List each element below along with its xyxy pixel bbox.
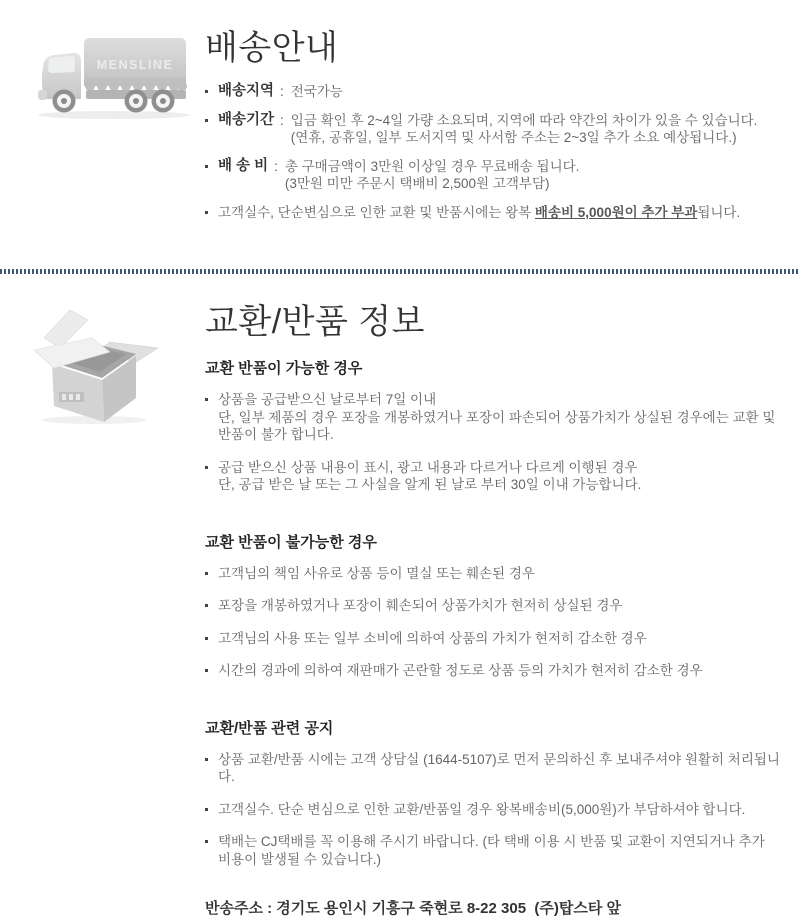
label-colon: : bbox=[280, 113, 284, 128]
notice-emphasis: 배송비 5,000원이 추가 부과 bbox=[534, 205, 698, 220]
label-colon: : bbox=[280, 84, 284, 99]
shipping-item-fee bbox=[205, 158, 790, 192]
bullet-icon bbox=[205, 211, 208, 214]
bullet-icon bbox=[205, 119, 208, 122]
item-text-line: 단, 일부 제품의 경우 포장을 개봉하였거나 포장이 파손되어 상품가치가 상실된 경우에는 교환 및 bbox=[218, 409, 776, 425]
delivery-truck-icon bbox=[34, 32, 194, 120]
shipping-item-notice bbox=[205, 204, 790, 221]
item-text: 포장을 개봉하였거나 포장이 훼손되어 상품가치가 현저히 상실된 경우 bbox=[218, 598, 623, 613]
list-item bbox=[205, 630, 790, 648]
returns-notice-list bbox=[205, 751, 790, 869]
returns-title: 교환/반품 정보 bbox=[205, 303, 425, 341]
return-address: 반송주소 : 경기도 용인시 기흥구 죽현로 8-22 305 (주)탑스타 앞 bbox=[205, 900, 622, 917]
item-text-line: 택배는 CJ택배를 꼭 이용해 주시기 바랍니다. (타 택배 이용 시 반품 및 교환이 지연되거나 추가 bbox=[218, 834, 765, 849]
item-text-line: 공급 받으신 상품 내용이 표시, 광고 내용과 다르거나 다르게 이행된 경우 bbox=[218, 459, 638, 475]
item-text: 고객님의 책임 사유로 상품 등이 멸실 또는 훼손된 경우 bbox=[218, 565, 535, 581]
returns-impossible-heading: 교환 반품이 불가능한 경우 bbox=[205, 533, 377, 551]
item-label: 배송지역 bbox=[218, 83, 275, 99]
returns-notice-heading: 교환/반품 관련 공지 bbox=[205, 719, 334, 737]
list-item bbox=[205, 801, 790, 819]
bullet-icon bbox=[205, 840, 208, 843]
item-text: 고객실수. 단순 변심으로 인한 교환/반품일 경우 왕복배송비(5,000원)가 부담하셔야 합니다. bbox=[218, 801, 746, 817]
returns-icon-column bbox=[0, 302, 205, 431]
shipping-list bbox=[205, 83, 790, 221]
item-text: 전국가능 bbox=[290, 84, 343, 99]
list-item bbox=[205, 459, 790, 494]
item-text-line: 단, 공급 받은 날 또는 그 사실을 알게 된 날로 부터 30일 이내 가능합니다. bbox=[218, 477, 642, 492]
item-text-line: 총 구매금액이 3만원 이상일 경우 무료배송 됩니다. bbox=[284, 159, 580, 174]
item-text: 상품 교환/반품 시에는 고객 상담실 (1644-5107)로 먼저 문의하신 후 보내주셔야 원활히 처리됩니다. bbox=[218, 751, 780, 784]
item-text: 고객님의 사용 또는 일부 소비에 의하여 상품의 가치가 현저히 감소한 경우 bbox=[218, 630, 647, 646]
item-text: 시간의 경과에 의하여 재판매가 곤란할 정도로 상품 등의 가치가 현저히 감소한 경우 bbox=[218, 663, 703, 678]
shipping-section bbox=[0, 0, 800, 233]
truck-wheel-rear1 bbox=[125, 90, 148, 113]
shipping-icon-column bbox=[0, 28, 205, 125]
label-colon: : bbox=[274, 159, 278, 174]
list-item bbox=[205, 751, 790, 786]
returns-content bbox=[205, 302, 800, 918]
item-text-line: 입금 확인 후 2~4일 가량 소요되며, 지역에 따라 약간의 차이가 있을 수 있습니다. bbox=[290, 113, 758, 128]
returns-impossible-list bbox=[205, 565, 790, 680]
truck-wheel-front bbox=[53, 90, 76, 113]
bullet-icon bbox=[205, 466, 208, 469]
bullet-icon bbox=[205, 604, 208, 607]
bullet-icon bbox=[205, 572, 208, 575]
item-text-line: (연휴, 공휴일, 일부 도서지역 및 사서함 주소는 2~3일 추가 소요 예상됩니다.) bbox=[290, 130, 737, 145]
bullet-icon bbox=[205, 637, 208, 640]
list-item bbox=[205, 391, 790, 444]
shipping-item-area bbox=[205, 83, 790, 100]
item-text-line: 비용이 발생될 수 있습니다.) bbox=[218, 851, 381, 867]
notice-prefix: 고객실수, 단순변심으로 인한 교환 및 반품시에는 왕복 bbox=[218, 205, 535, 220]
notice-suffix: 됩니다. bbox=[697, 205, 741, 220]
item-text-line: (3만원 미만 주문시 택배비 2,500원 고객부담) bbox=[284, 176, 550, 191]
bullet-icon bbox=[205, 165, 208, 168]
list-item bbox=[205, 565, 790, 583]
bullet-icon bbox=[205, 758, 208, 761]
bullet-icon bbox=[205, 808, 208, 811]
box-barcode-label bbox=[59, 392, 84, 402]
bullet-icon bbox=[205, 669, 208, 672]
item-label: 배송기간 bbox=[218, 112, 275, 128]
truck-brand-label: MENSLINE bbox=[96, 58, 174, 72]
shipping-item-period bbox=[205, 112, 790, 146]
bullet-icon bbox=[205, 398, 208, 401]
item-label: 배 송 비 bbox=[218, 158, 269, 174]
truck-wheel-rear2 bbox=[152, 90, 175, 113]
item-text bbox=[218, 204, 740, 221]
bullet-icon bbox=[205, 90, 208, 93]
item-text-line: 상품을 공급받으신 날로부터 7일 이내 bbox=[218, 392, 437, 407]
item-text-line: 반품이 불가 합니다. bbox=[218, 427, 334, 442]
list-item bbox=[205, 833, 790, 868]
returns-section bbox=[0, 274, 800, 918]
open-box-icon bbox=[32, 304, 162, 426]
shipping-title: 배송안내 bbox=[205, 29, 339, 67]
returns-possible-heading: 교환 반품이 가능한 경우 bbox=[205, 360, 363, 377]
shipping-content bbox=[205, 28, 800, 233]
list-item bbox=[205, 597, 790, 615]
returns-possible-list bbox=[205, 391, 790, 494]
list-item bbox=[205, 662, 790, 680]
